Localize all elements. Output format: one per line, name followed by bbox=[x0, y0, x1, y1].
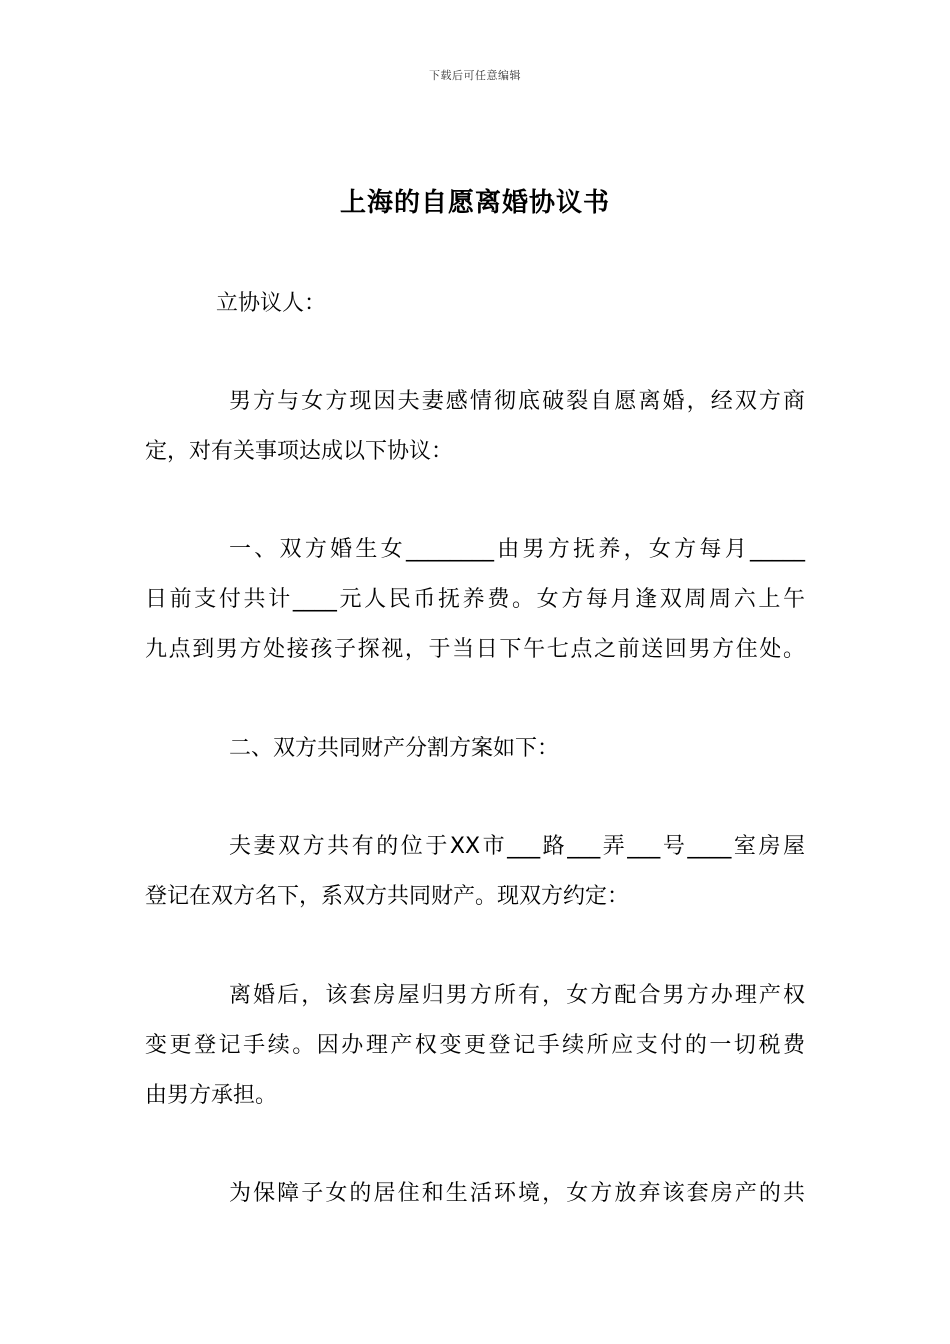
paragraph-line: 夫妻双方共有的位于XX市___路___弄___号____室房屋 bbox=[229, 834, 805, 859]
paragraph-line: 九点到男方处接孩子探视，于当日下午七点之前送回男方住处。 bbox=[145, 637, 805, 662]
paragraph-line: 男方与女方现因夫妻感情彻底破裂自愿离婚，经双方商 bbox=[229, 389, 805, 414]
paragraph-line: 登记在双方名下，系双方共同财产。现双方约定： bbox=[145, 884, 630, 909]
paragraph-line: 为保障子女的居住和生活环境，女方放弃该套房产的共 bbox=[229, 1181, 805, 1206]
paragraph-line: 日前支付共计____元人民币抚养费。女方每月逢双周周六上午 bbox=[145, 587, 805, 612]
party-label: 立协议人： bbox=[216, 291, 327, 316]
paragraph-line: 定，对有关事项达成以下协议： bbox=[145, 439, 454, 464]
paragraph-line: 一、双方婚生女________由男方抚养，女方每月_____ bbox=[229, 537, 805, 562]
document-title: 上海的自愿离婚协议书 bbox=[339, 188, 610, 218]
paragraph-line: 变更登记手续。因办理产权变更登记手续所应支付的一切税费 bbox=[145, 1033, 805, 1058]
paragraph-line: 离婚后，该套房屋归男方所有，女方配合男方办理产权 bbox=[229, 983, 805, 1008]
paragraph-line: 由男方承担。 bbox=[145, 1083, 278, 1108]
page-header-note: 下载后可任意编辑 bbox=[429, 69, 521, 82]
section-heading: 二、双方共同财产分割方案如下： bbox=[229, 736, 560, 761]
